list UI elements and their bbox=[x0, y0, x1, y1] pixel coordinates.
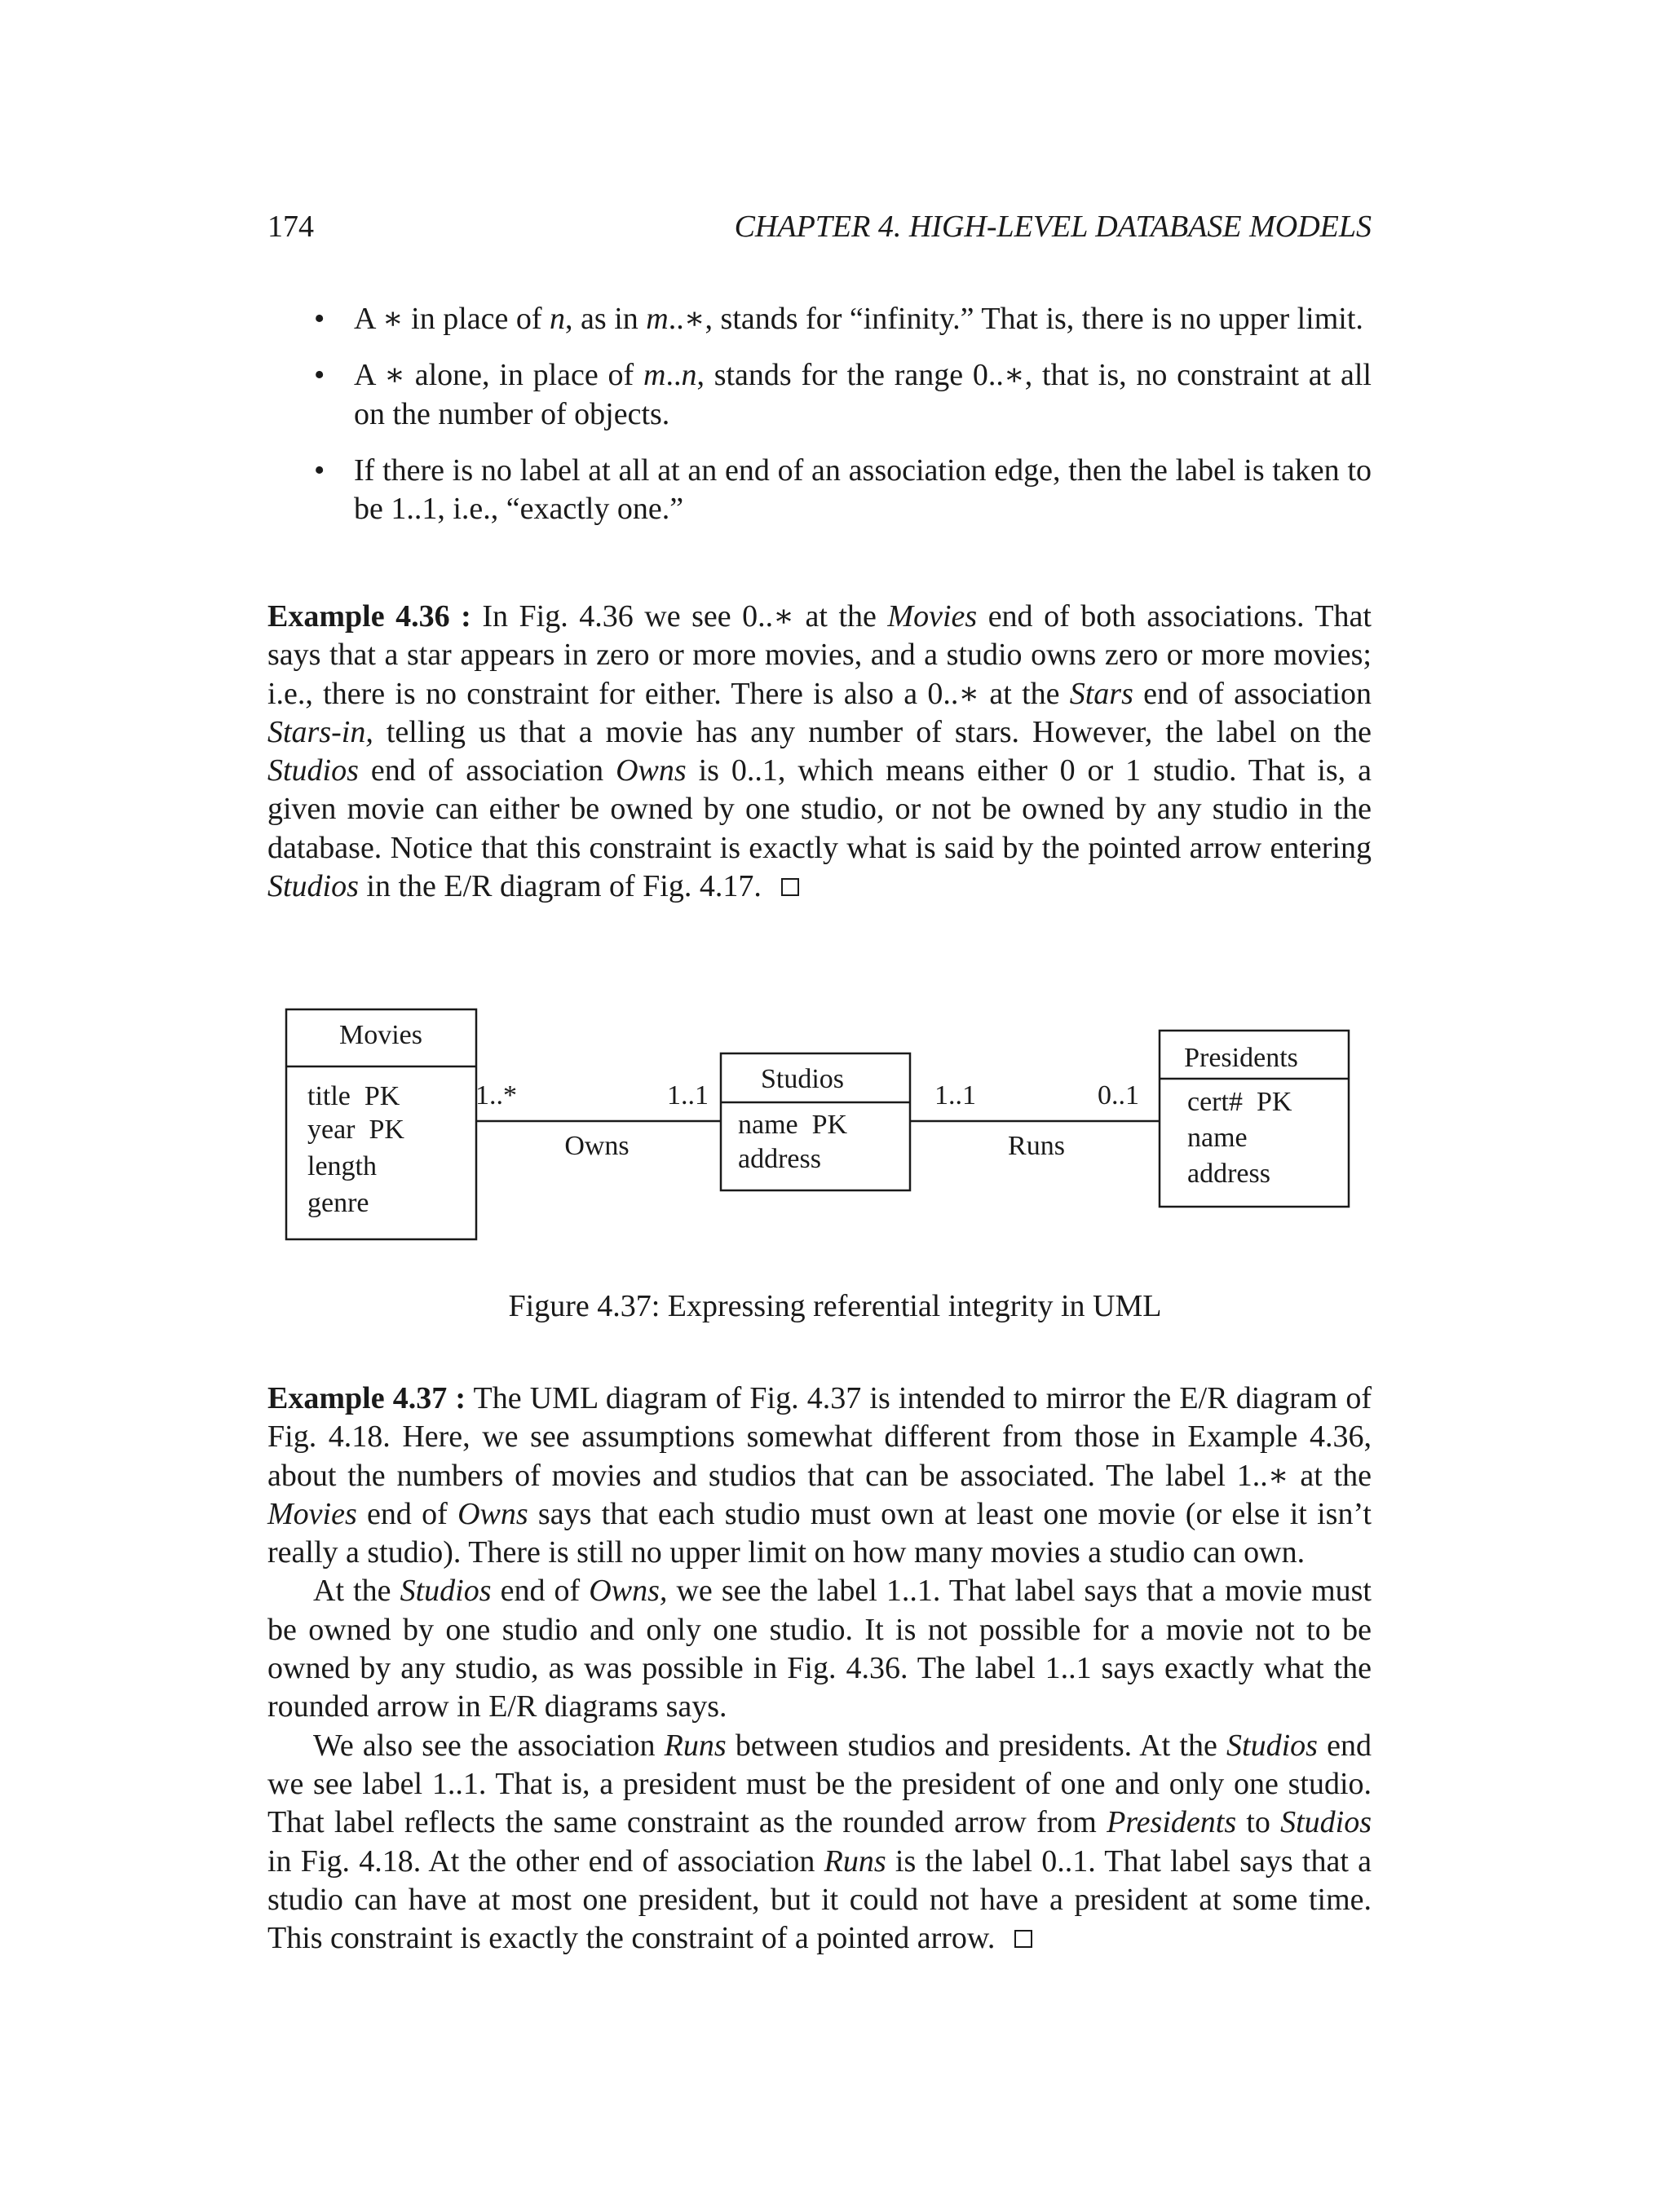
bullet-list bbox=[267, 300, 1372, 546]
emphasis-text: Owns bbox=[457, 1496, 528, 1531]
class-studios bbox=[721, 1053, 910, 1190]
example-label: Example 4.37 : bbox=[267, 1381, 466, 1415]
association-owns-label: Owns bbox=[564, 1131, 630, 1161]
example-4-37 bbox=[267, 1380, 1372, 1958]
emphasis-text: Studios bbox=[1280, 1805, 1372, 1840]
bullet-item bbox=[267, 452, 1372, 529]
bullet-text: A ∗ in place of n, as in m..∗, stands for “infinity.” That is, there is no upper limit. bbox=[354, 302, 1363, 336]
emphasis-text: n bbox=[550, 302, 566, 336]
example-paragraph bbox=[267, 1380, 1372, 1572]
bullet-dot: • bbox=[314, 453, 325, 488]
class-movies-attr: year PK bbox=[307, 1115, 404, 1145]
association-runs-label: Runs bbox=[1008, 1131, 1065, 1161]
bullet-text: If there is no label at all at an end of an association edge, then the label is taken to be 1..1, i.e., “exactly one.” bbox=[354, 453, 1372, 527]
emphasis-text: Studios bbox=[267, 753, 359, 788]
emphasis-text: Presidents bbox=[1107, 1805, 1237, 1840]
emphasis-text: Stars bbox=[1069, 676, 1133, 711]
class-movies-name: Movies bbox=[339, 1020, 422, 1050]
bullet-dot: • bbox=[314, 358, 325, 393]
class-presidents-attr: cert# PK bbox=[1187, 1087, 1292, 1117]
association-owns bbox=[475, 1080, 721, 1161]
emphasis-text: Owns, bbox=[589, 1574, 668, 1609]
class-presidents-attr: name bbox=[1187, 1123, 1248, 1153]
class-studios-box bbox=[721, 1053, 910, 1190]
runs-studios-end-multiplicity: 1..1 bbox=[934, 1080, 976, 1110]
association-runs bbox=[910, 1080, 1160, 1161]
emphasis-text: Studios bbox=[1226, 1728, 1318, 1763]
example-label: Example 4.36 : bbox=[267, 599, 471, 634]
emphasis-text: Stars-in, bbox=[267, 714, 373, 749]
bullet-item bbox=[267, 356, 1372, 434]
class-movies-box bbox=[286, 1009, 476, 1239]
qed-box-icon bbox=[1014, 1930, 1032, 1948]
emphasis-text: Runs bbox=[824, 1843, 886, 1879]
runs-presidents-end-multiplicity: 0..1 bbox=[1098, 1080, 1139, 1110]
example-body: In Fig. 4.36 we see 0..∗ at the Movies end of both associations. That says that a star appears in zero or more movies, and a studio owns zero or more movies; i.e., there is no constraint for either. There is also a 0..∗ at the Stars end of association Stars-in, telling us that a movie has any number of stars. However, the label on the Studios end of association Owns is 0..1, which means either 0 or 1 studio. That is, a given movie can either be owned by one studio, or not be owned by any studio in the database. Notice that this constraint is exactly what is said by the pointed arrow entering Studios in the E/R diagram of Fig. 4.17. bbox=[267, 599, 1372, 904]
class-movies-attr: title PK bbox=[307, 1081, 400, 1111]
bullet-dot: • bbox=[314, 302, 325, 336]
figure-caption: Figure 4.37: Expressing referential integrity in UML bbox=[508, 1289, 1162, 1323]
example-paragraph: At the Studios end of Owns, we see the label 1..1. That label says that a movie must be owned by one studio and only one studio. It is not possible for a movie not to be owned by any studio, as was possible in Fig. 4.36. The label 1..1 says exactly what the rounded arrow in E/R diagrams says. bbox=[267, 1574, 1372, 1724]
class-presidents bbox=[1160, 1031, 1349, 1207]
class-movies-attr: genre bbox=[307, 1188, 369, 1218]
owns-movies-end-multiplicity: 1..* bbox=[475, 1080, 517, 1110]
bullet-item bbox=[267, 300, 1372, 338]
emphasis-text: Studios bbox=[267, 869, 359, 904]
example-paragraph bbox=[267, 1727, 1372, 1958]
emphasis-text: Studios bbox=[400, 1574, 492, 1609]
class-studios-name: Studios bbox=[760, 1064, 845, 1094]
example-paragraph bbox=[267, 598, 1372, 906]
example-4-36 bbox=[267, 598, 1372, 906]
emphasis-text: m bbox=[643, 358, 666, 393]
emphasis-text: Owns bbox=[616, 753, 687, 788]
class-movies-attr: length bbox=[307, 1151, 377, 1181]
emphasis-text: Movies bbox=[267, 1496, 357, 1531]
example-body: We also see the association Runs between studios and presidents. At the Studios end we see label 1..1. That is, a president must be the president of one and only one studio. That label reflects the same constraint as the rounded arrow from Presidents to Studios in Fig. 4.18. At the other end of association Runs is the label 0..1. That label says that a studio can have at most one president, but it could not have a president at some time. This constraint is exactly the constraint of a pointed arrow. bbox=[267, 1728, 1372, 1956]
emphasis-text: Runs bbox=[664, 1728, 727, 1763]
emphasis-text: Movies bbox=[887, 599, 978, 634]
example-body: The UML diagram of Fig. 4.37 is intended to mirror the E/R diagram of Fig. 4.18. Here, we see assumptions somewhat different from those in Example 4.36, about the numbers of movies and studios that can be associated. The label 1..∗ at the Movies end of Owns says that each studio must own at least one movie (or else it isn’t really a studio). There is still no upper limit on how many movies a studio can own. bbox=[267, 1381, 1372, 1570]
class-presidents-box bbox=[1160, 1031, 1349, 1207]
emphasis-text: n bbox=[681, 358, 697, 393]
class-presidents-attr: address bbox=[1187, 1159, 1270, 1189]
class-movies bbox=[286, 1009, 476, 1239]
class-studios-attr: name PK bbox=[738, 1110, 848, 1140]
emphasis-text: m bbox=[646, 302, 669, 336]
class-presidents-name: Presidents bbox=[1184, 1043, 1298, 1073]
qed-box-icon bbox=[781, 878, 799, 896]
owns-studios-end-multiplicity: 1..1 bbox=[667, 1080, 709, 1110]
page-number: 174 bbox=[267, 210, 314, 244]
bullet-text: A ∗ alone, in place of m..n, stands for the range 0..∗, that is, no constraint at all on the number of objects. bbox=[354, 358, 1372, 431]
chapter-title: CHAPTER 4. HIGH-LEVEL DATABASE MODELS bbox=[734, 210, 1372, 244]
class-studios-attr: address bbox=[738, 1144, 821, 1174]
